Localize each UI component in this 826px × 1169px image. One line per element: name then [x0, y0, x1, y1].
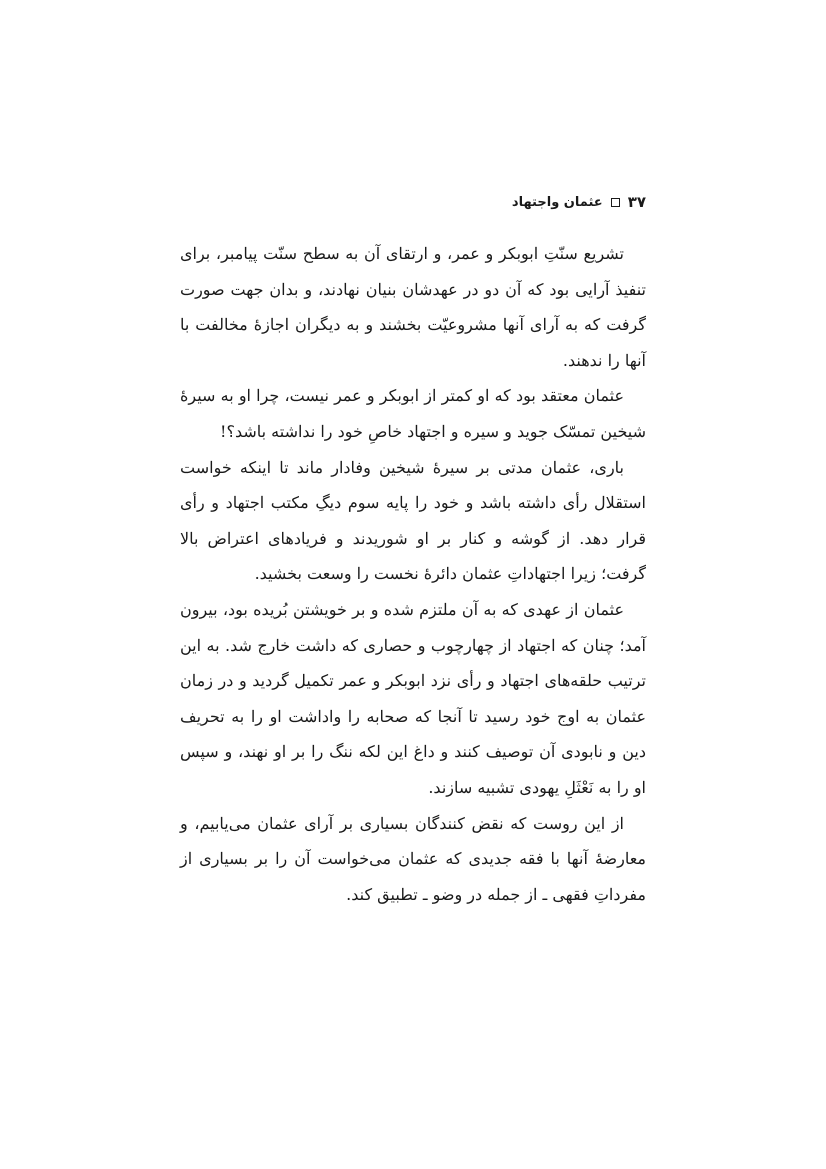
paragraph-4: عثمان از عهدی که به آن ملتزم شده و بر خویشتن بُریده بود، بیرون آمد؛ چنان که اجتهاد از چهارچوب و حصاری که داشت خارج شد. به این ترتیب حلقه‌های اجتهاد و رأی نزد ابوبکر و عمر تکمیل گردید و در زمان عثمان به اوج خود رسید تا آنجا که صحابه را واداشت او را به تحریف دین و نابودی آن توصیف کنند و داغ این لکه ننگ را بر او نهند، و سپس او را به نَعْثَلِ یهودی تشبیه سازند.	[180, 599, 646, 797]
paragraph-3: باری، عثمان مدتی بر سیرهٔ شیخین وفادار ماند تا اینکه خواست استقلال رأی داشته باشد و خود را پایه سوم دیگِ مکتب اجتهاد و رأی قرار دهد. از گوشه و کنار بر او شوریدند و فریادهای اعتراض بالا گرفت؛ زیرا اجتهاداتِ عثمان دائرهٔ نخست را وسعت بخشید.	[180, 457, 646, 584]
running-header	[512, 193, 646, 211]
paragraph-5: از این روست که نقض کنندگان بسیاری بر آرای عثمان می‌یابیم، و معارضهٔ آنها با فقه جدیدی که عثمان می‌خواست آن را بر بسیاری از مفرداتِ فقهی ـ از جمله در وضو ـ تطبیق کند.	[180, 813, 646, 904]
page-number: ۳۷	[627, 193, 646, 211]
square-ornament-icon	[611, 198, 620, 207]
body-text	[180, 236, 646, 912]
chapter-title: عثمان واجتهاد	[511, 194, 603, 210]
paragraph-2: عثمان معتقد بود که او کمتر از ابوبکر و عمر نیست، چرا او به سیرهٔ شیخین تمسّک جوید و سیره و اجتهاد خاصِ خود را نداشته باشد؟!	[180, 386, 646, 441]
paragraph-1: تشریع سنّتِ ابوبکر و عمر، و ارتقای آن به سطح سنّت پیامبر، برای تنفیذ آرایی بود که آن دو در عهدشان بنیان نهادند، و بدان جهت صورت گرفت که به آرای آنها مشروعیّت بخشند و به دیگران اجازهٔ مخالفت با آنها را ندهند.	[180, 244, 646, 370]
